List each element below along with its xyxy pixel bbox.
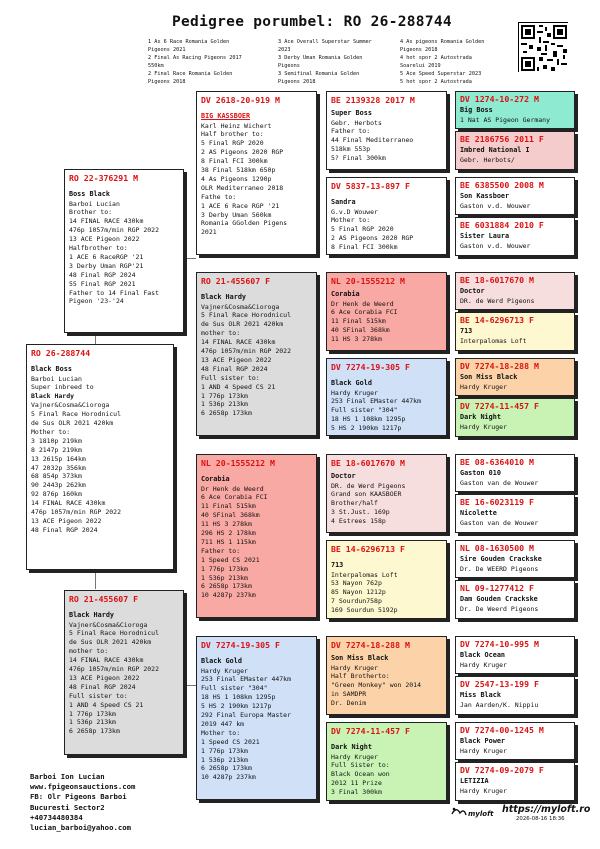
detail-line: 476p 1057m/min RGP 2022 [69, 226, 160, 235]
detail-line: 18 HS 1 108km 1295p [331, 415, 406, 424]
detail-line: Hardy Kruger [331, 388, 378, 397]
detail-line: Mother to: [201, 728, 241, 737]
detail-line: 711 HS 1 115km [201, 537, 256, 546]
achievements-col3: 4 As pigeons Romania Golden Pigeons 2018 4 hot spor 2 Autostrada Soarelui 2019 5 Ace Speed Superstar 2023 5 hot spor 2 Autostrada [400, 39, 485, 85]
detail-line: Black Hardy [31, 392, 75, 401]
detail-line: 292 Final Europa Master [201, 711, 292, 720]
detail-line: Barboi Lucian [31, 374, 82, 383]
detail-line: 1 536p 213km [69, 718, 116, 727]
detail-line: 48 Final RGP 2024 [31, 525, 98, 534]
detail-line: 1 AND 4 Speed CS 21 [201, 382, 276, 391]
ring-number: DV 7274-18-288 M [331, 640, 410, 650]
detail-line: Vajner&Cosma&Cioroga [201, 302, 280, 311]
ring-number: BE 08-6364010 M [460, 457, 534, 467]
detail-line: 1 776p 173km [201, 391, 248, 400]
pigeon-details [201, 667, 312, 783]
detail-line: 6 2658p 173km [69, 727, 120, 736]
ring-number: DV 7274-18-288 M [460, 361, 539, 371]
svg-text:myloft: myloft [468, 810, 494, 818]
pigeon-name: Black Gold [201, 657, 242, 665]
detail-line: 1 776p 173km [201, 746, 248, 755]
detail-line: 85 Nayon 1212p [331, 588, 386, 597]
detail-line: Hardy Kruger [460, 382, 507, 391]
pigeon-card-sire[interactable] [64, 169, 184, 333]
pigeon-name: Black Ocean [460, 651, 506, 659]
pigeon-name: Black Boss [31, 365, 72, 373]
pigeon-card-sd[interactable] [196, 272, 317, 436]
detail-line: 48 Final RGP 2024 [69, 270, 136, 279]
detail-line: 5 HS 2 190km 1217p [331, 424, 402, 433]
detail-line: Hardy Kruger [331, 752, 378, 761]
detail-line: 11 Final 515km [331, 317, 386, 326]
pigeon-name: Boss Black [69, 190, 110, 198]
detail-line: Half brother to: [201, 130, 264, 139]
ring-number: BE 18-6017670 M [331, 458, 405, 468]
detail-line: Dr. De WEERD Pigeons [460, 564, 539, 573]
pigeon-details [331, 300, 442, 345]
detail-line: 3 Final 300km [331, 788, 382, 797]
ring-number: DV 7274-11-457 F [460, 401, 539, 411]
detail-line: 1 536p 213km [201, 400, 248, 409]
detail-line: 14 FINAL RACE 430km [201, 338, 276, 347]
pigeon-name: Black Gold [331, 379, 372, 387]
pigeon-name: Doctor [460, 287, 485, 295]
pigeon-card-sss[interactable] [326, 91, 447, 170]
detail-line: G.v.D Wouwer [331, 207, 378, 216]
detail-line: "Green Monkey" won 2014 [331, 681, 422, 690]
pigeon-card-sdd[interactable] [326, 358, 447, 436]
detail-line: 8 2147p 219km [31, 445, 82, 454]
detail-line: 3 1810p 219km [31, 436, 82, 445]
pigeon-name: Son Miss Black [460, 373, 518, 381]
ring-number: DV 7274-10-995 M [460, 639, 539, 649]
pigeon-card-dam[interactable] [64, 590, 184, 755]
pigeon-name: Gaston 010 [460, 469, 501, 477]
detail-line: 5 Final Race Horodnicul [201, 311, 292, 320]
detail-line: 476p 1057m/min RGP 2022 [69, 665, 160, 674]
detail-line: 1 536p 213km [201, 755, 248, 764]
detail-line: 2012 11 Prize [331, 779, 382, 788]
pigeon-card-dss[interactable] [326, 454, 447, 533]
ring-number: BE 6385500 2008 M [460, 180, 544, 190]
detail-line: 1 ACE 6 RaceRGP '21 [69, 252, 144, 261]
ring-number: NL 08-1630500 M [460, 543, 534, 553]
ring-number: RO 26-288744 [31, 348, 91, 358]
detail-line: 7 Sourdun758p [331, 597, 382, 606]
detail-line: Barboi Lucian [69, 199, 120, 208]
detail-line: 253 Final EMaster 447km [201, 675, 292, 684]
detail-line: 44 Final Mediterraneo [331, 136, 414, 145]
detail-line: Interpalomas Loft [331, 570, 398, 579]
qr-code [518, 22, 568, 72]
detail-line: 13 ACE Pigeon 2022 [201, 355, 272, 364]
ring-number: RO 22-376291 M [69, 173, 139, 183]
detail-line: 476p 1057m/min RGP 2022 [31, 508, 122, 517]
detail-line: Interpalomas Loft [460, 336, 527, 345]
pigeon-details [331, 482, 442, 527]
detail-line: 6 2658p 173km [201, 582, 252, 591]
pigeon-card-g4[interactable] [455, 272, 575, 310]
ring-number: DV 7274-09-2079 F [460, 765, 544, 775]
pigeon-card-dds[interactable] [326, 636, 447, 715]
pigeon-card-subject[interactable] [26, 344, 174, 570]
pigeon-card-g4[interactable] [455, 131, 575, 170]
breeder-contact: Barboi Ion Lucian www.fpigeonsauctions.com FB: Olr Pigeons Barboi Bucuresti Sector2 +40734480384 lucian_barboi@yahoo.com [30, 772, 136, 833]
detail-line: Father to: [331, 127, 371, 136]
detail-line: Grand son KAASBOER [331, 490, 402, 499]
detail-line: 55 Final RGP 2021 [69, 279, 136, 288]
detail-line: 3 St.Just. 169p [331, 508, 390, 517]
ring-number: NL 20-1555212 M [201, 458, 275, 468]
pigeon-card-dsd[interactable] [326, 540, 447, 619]
detail-line: Full sister "304" [201, 684, 268, 693]
detail-line: Karl Heinz Wichert [201, 121, 272, 130]
detail-line: 11 Final 515km [201, 502, 256, 511]
pigeon-name: Dark Night [331, 743, 372, 751]
detail-line: Mother to: [31, 427, 71, 436]
ring-number: DV 7274-11-457 F [331, 726, 410, 736]
detail-line: Romania GGolden Pigens [201, 219, 288, 228]
detail-line: Brother/half [331, 499, 378, 508]
site-link[interactable]: https://myloft.ro [502, 804, 591, 815]
detail-line: 11 HS 3 278km [331, 335, 382, 344]
ring-number: BE 18-6017670 M [460, 275, 534, 285]
pigeon-card-ss[interactable] [196, 91, 317, 255]
ring-number: BE 2139328 2017 M [331, 95, 415, 105]
ring-number: DV 7274-19-305 F [331, 362, 410, 372]
detail-line: 5 Final Race Horodnicul [69, 629, 160, 638]
detail-line: 3 Derby Uman RGP'21 [69, 261, 144, 270]
detail-line: 253 Final EMaster 447km [331, 397, 422, 406]
detail-line: Dr. De Weerd Pigeons [460, 604, 539, 613]
pigeon-card-g4[interactable] [455, 762, 575, 801]
detail-line: 2021 [201, 228, 217, 237]
detail-line: Gaston van de Wouwer [460, 478, 539, 487]
detail-line: 10 4287p 237km [201, 591, 256, 600]
ring-number: BE 16-6023119 F [460, 497, 534, 507]
detail-line: 476p 1057m/min RGP 2022 [201, 347, 292, 356]
pigeon-details [69, 200, 179, 307]
ring-number: DV 2547-13-199 F [460, 679, 539, 689]
pigeon-card-g4[interactable] [455, 454, 575, 492]
detail-line: Brother to: [69, 208, 113, 217]
detail-line: 1 Speed CS 2021 [201, 555, 260, 564]
detail-line: Dr. Denim [331, 699, 367, 708]
detail-line: 5 HS 2 190km 1217p [201, 702, 272, 711]
detail-line: 8 Final FCI 300km [331, 243, 398, 252]
detail-line: 5 Final Race Horodnicul [31, 410, 122, 419]
detail-line: Mother to: [331, 216, 371, 225]
ring-number: NL 09-1277412 F [460, 583, 534, 593]
detail-line: 47 2032p 356km [31, 463, 86, 472]
pigeon-card-g4[interactable] [455, 636, 575, 674]
pigeon-card-g4[interactable] [455, 217, 575, 256]
achievements-col1: 1 As 6 Race Romania Golden Pigeons 2021 2 Final As Racing Pigeons 2017 550km 2 Final Race Romania Golden Pigeons 2018 [148, 39, 242, 85]
pigeon-name: Sister Laura [460, 232, 510, 240]
detail-line: 518km 553p [331, 145, 371, 154]
ring-number: DV 2618-20-919 M [201, 95, 280, 105]
pigeon-card-g4[interactable] [455, 177, 575, 215]
detail-line: Gebr. Herbots [331, 118, 382, 127]
detail-line: 2 AS Pigeons 2020 RGP [201, 148, 284, 157]
pigeon-name: Son Kassboer [460, 192, 510, 200]
detail-line: Gaston v.d. Wouwer [460, 241, 531, 250]
detail-line: 92 876p 160km [31, 490, 82, 499]
achievements-col2: 3 Ace Overall Superstar Summer 2023 3 Derby Uman Romania Golden Pigeons 3 Semifinal Romania Golden Pigeons 2018 [278, 39, 372, 85]
pigeon-details [201, 122, 312, 238]
pigeon-name: Big Boss [460, 106, 493, 114]
detail-line: 5? Final 300km [331, 154, 386, 163]
detail-line: Hardy Kruger [460, 786, 507, 795]
ring-number: BE 14-6296713 F [331, 544, 405, 554]
detail-line: Hardy Kruger [460, 422, 507, 431]
detail-line: 14 FINAL RACE 430km [31, 499, 106, 508]
detail-line: Half Brotherto: [331, 672, 390, 681]
connector [183, 685, 196, 686]
detail-line: 4 Estrees 158p [331, 517, 386, 526]
pigeon-details [331, 753, 442, 798]
pigeon-name-link[interactable]: BIG KASSBOER [201, 112, 251, 120]
detail-line: in SAMDPR [331, 690, 367, 699]
detail-line: DR. de Werd Pigeons [331, 481, 406, 490]
pigeon-card-ddd[interactable] [326, 722, 447, 801]
ring-number: RO 21-455607 F [201, 276, 271, 286]
detail-line: 13 2615p 164km [31, 454, 86, 463]
pigeon-name: Black Hardy [201, 293, 247, 301]
detail-line: mother to: [201, 329, 241, 338]
detail-line: 13 ACE Pigeon 2022 [69, 673, 140, 682]
detail-line: Father to: [201, 546, 241, 555]
pigeon-card-g4[interactable] [455, 312, 575, 351]
pigeon-details [331, 389, 442, 434]
detail-line: 68 854p 373km [31, 472, 82, 481]
detail-line: 48 Final RGP 2024 [201, 364, 268, 373]
detail-line: Fathe to: [201, 192, 237, 201]
detail-line: Hardy Kruger [460, 660, 507, 669]
detail-line: 1 536p 213km [201, 573, 248, 582]
detail-line: 40 SFinal 368km [331, 326, 390, 335]
pigeon-card-g4[interactable] [455, 494, 575, 533]
detail-line: Gebr. Herbots/ [460, 155, 515, 164]
pigeon-name: Imbred National I [460, 146, 530, 154]
pigeon-card-g4[interactable] [455, 358, 575, 396]
pigeon-card-g4[interactable] [455, 580, 575, 619]
detail-line: de Sus OLR 2021 420km [69, 638, 152, 647]
ring-number: DV 7274-00-1245 M [460, 725, 544, 735]
detail-line: Full Sister to: [331, 761, 390, 770]
detail-line: 2019 447 km [201, 719, 245, 728]
detail-line: 5 Final RGP 2020 [201, 139, 264, 148]
pigeon-name: 713 [331, 561, 344, 569]
detail-line: 40 SFinal 368km [201, 511, 260, 520]
detail-line: Hardy Kruger [201, 666, 248, 675]
ring-number: NL 20-1555212 M [331, 276, 405, 286]
detail-line: 18 HS 1 108km 1295p [201, 693, 276, 702]
detail-line: 8 Final FCI 300km [201, 157, 268, 166]
detail-line: 6 Ace Corabia FCI [331, 308, 398, 317]
detail-line: 1 AND 4 Speed CS 21 [69, 700, 144, 709]
detail-line: de Sus OLR 2021 420km [201, 320, 284, 329]
pigeon-name: 713 [460, 327, 473, 335]
pigeon-card-ds[interactable] [196, 454, 317, 618]
pigeon-name: Corabia [331, 290, 360, 298]
ring-number: RO 21-455607 F [69, 594, 139, 604]
pigeon-name: Corabia [201, 475, 230, 483]
detail-line: 2 AS Pigeons 2020 RGP [331, 234, 414, 243]
pigeon-card-g4[interactable] [455, 398, 575, 437]
ring-number: DV 5837-13-897 F [331, 181, 410, 191]
detail-line: Halfbrother to: [69, 244, 128, 253]
detail-line: Gaston v.d. Wouwer [460, 201, 531, 210]
detail-line: 90 2443p 262km [31, 481, 86, 490]
detail-line: mother to: [69, 647, 109, 656]
pigeon-name: Son Miss Black [331, 654, 389, 662]
pigeon-details [69, 621, 179, 737]
pigeon-name: Black Hardy [69, 611, 115, 619]
detail-line: 38 Final 518km 650p [201, 166, 276, 175]
detail-line: Pigeon '23-'24 [69, 297, 124, 306]
pigeon-details [331, 208, 442, 253]
detail-line: 5 Final RGP 2020 [331, 225, 394, 234]
detail-line: Full sister "304" [331, 406, 398, 415]
detail-line: Super inbreed to [31, 383, 94, 392]
detail-line: 10 4287p 237km [201, 773, 256, 782]
ring-number: BE 14-6296713 F [460, 315, 534, 325]
detail-line: 1 Speed CS 2021 [201, 737, 260, 746]
detail-line: 14 FINAL RACE 430km [69, 656, 144, 665]
pigeon-name: Dark Night [460, 413, 501, 421]
ring-number: DV 7274-19-305 F [201, 640, 280, 650]
detail-line: Jan Aarden/K. Nippiu [460, 700, 539, 709]
detail-line: 11 HS 3 278km [201, 520, 252, 529]
detail-line: Hardy Kruger [460, 746, 507, 755]
detail-line: 3 Derby Uman 560km [201, 210, 272, 219]
ring-number: BE 6031884 2010 F [460, 220, 544, 230]
page-title: Pedigree porumbel: RO 26-288744 [172, 14, 452, 30]
detail-line: 13 ACE Pigeon 2022 [31, 517, 102, 525]
detail-line: Dr Henk de Weerd [201, 484, 264, 493]
pigeon-card-g4[interactable] [455, 722, 575, 760]
pigeon-details [331, 664, 442, 709]
detail-line: Full sister to: [69, 691, 128, 700]
detail-line: 1 Nat AS Pigeon Germany [460, 115, 551, 124]
pigeon-name: Doctor [331, 472, 356, 480]
detail-line: Father to 14 Final Fast [69, 288, 160, 297]
detail-line: 6 Ace Corabia FCI [201, 493, 268, 502]
pigeon-details [31, 375, 169, 535]
detail-line: de Sus OLR 2021 420km [31, 419, 114, 428]
detail-line: Vajner&Cosma&Cioroga [69, 620, 148, 629]
pigeon-name: Nicolette [460, 509, 497, 517]
pigeon-name: Miss Black [460, 691, 501, 699]
detail-line: 48 Final RGP 2024 [69, 682, 136, 691]
detail-line: 169 Sourdun 5192p [331, 606, 398, 615]
detail-line: 4 As Pigeons 1290p [201, 174, 272, 183]
detail-line: 53 Nayon 762p [331, 579, 382, 588]
ring-number: BE 2186756 2011 F [460, 134, 544, 144]
detail-line: OLR Mediterraneo 2018 [201, 183, 284, 192]
detail-line: DR. de Werd Pigeons [460, 296, 535, 305]
pigeon-name: Sandra [331, 198, 356, 206]
pigeon-details [201, 485, 312, 601]
detail-line: 1 776p 173km [69, 709, 116, 718]
pigeon-name: Sire Gouden Crackske [460, 555, 542, 563]
pigeon-name: Black Power [460, 737, 506, 745]
detail-line: 14 FINAL RACE 430km [69, 217, 144, 226]
detail-line: 1 ACE 6 Race RGP '21 [201, 201, 280, 210]
pigeon-card-g4[interactable] [455, 676, 575, 715]
detail-line: Black Ocean won [331, 770, 390, 779]
pigeon-details [331, 119, 442, 164]
pigeon-details [331, 571, 442, 616]
pigeon-card-g4[interactable] [455, 540, 575, 578]
pigeon-card-dd[interactable] [196, 636, 317, 800]
detail-line: Dr Henk de Weerd [331, 299, 394, 308]
print-date: 2026-08-16 18:36 [516, 816, 565, 822]
pigeon-card-ssd[interactable] [326, 177, 447, 255]
pigeon-card-g4[interactable] [455, 91, 575, 129]
ring-number: DV 1274-10-272 M [460, 94, 539, 104]
pigeon-name: LETIZIA [460, 777, 489, 785]
detail-line: 6 2658p 173km [201, 764, 252, 773]
detail-line: Hardy Kruger [331, 663, 378, 672]
pigeon-card-sds[interactable] [326, 272, 447, 351]
detail-line: 6 2658p 173km [201, 409, 252, 418]
connector [183, 258, 196, 259]
myloft-logo [450, 804, 494, 820]
detail-line: 296 HS 2 178km [201, 529, 256, 538]
detail-line: 1 776p 173km [201, 564, 248, 573]
detail-line: Gaston van de Wouwer [460, 518, 539, 527]
pigeon-details [201, 303, 312, 419]
pigeon-name: Super Boss [331, 109, 372, 117]
detail-line: Vajner&Cosma&Cioroga [31, 401, 110, 410]
detail-line: 13 ACE Pigeon 2022 [69, 235, 140, 244]
pigeon-name: Dam Gouden Crackske [460, 595, 538, 603]
detail-line: Full sister to: [201, 373, 260, 382]
